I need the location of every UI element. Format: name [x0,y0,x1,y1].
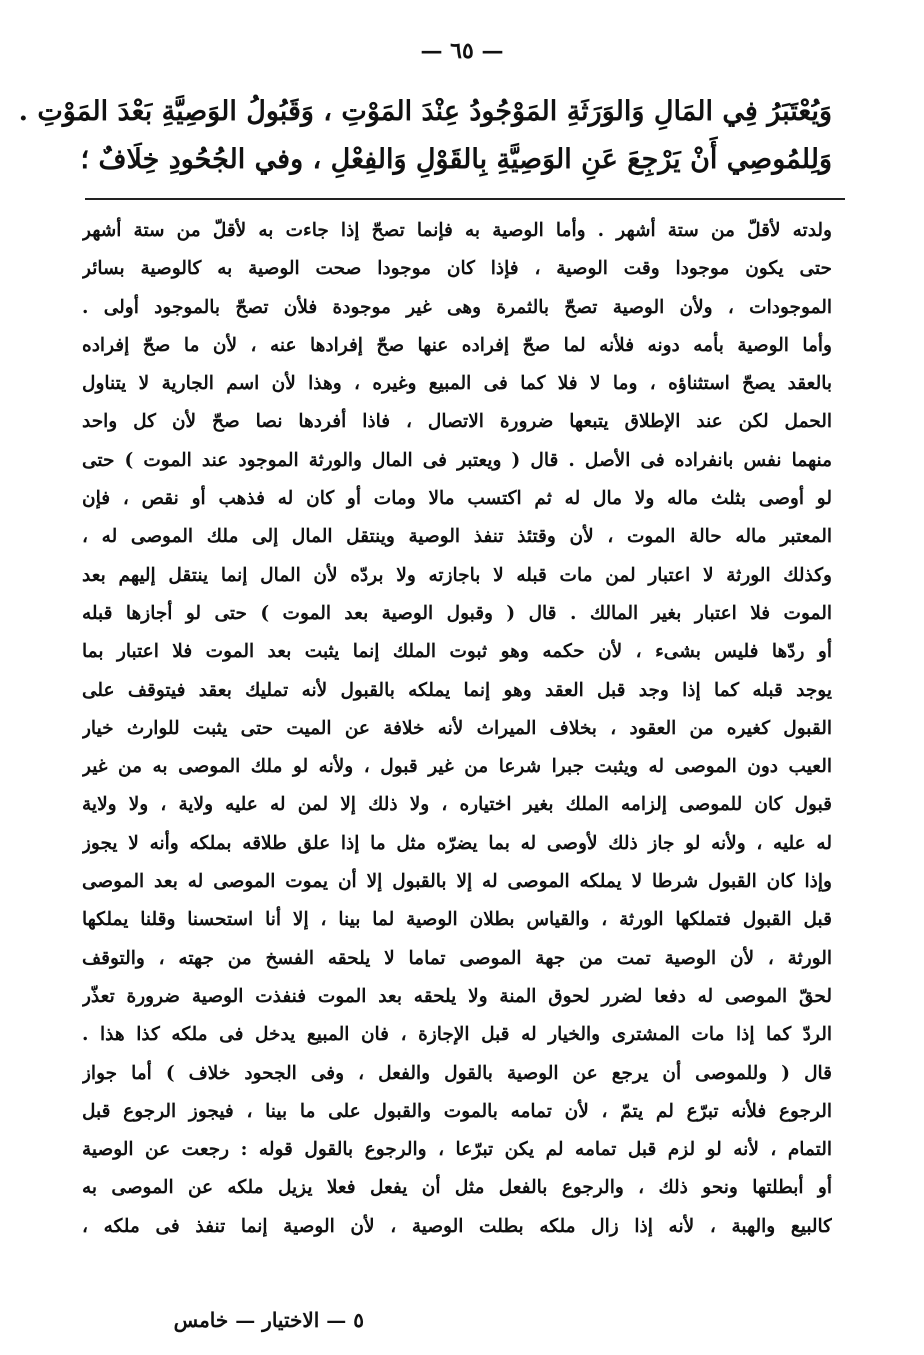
commentary-text-block [82,212,832,1246]
matn-text-block [18,88,832,184]
commentary-line: وإذا كان القبول شرطا لا يملكه الموصى له إلا بالقبول إلا أن يموت الموصى له بعد الموصى [82,871,832,893]
commentary-line: منهما نفس بانفراده فى الأصل . قال ( ويعتبر فى المال والورثة الموجود عند الموت ) حتى [82,449,832,471]
commentary-line: ولدته لأقلّ من ستة أشهر . وأما الوصية به فإنما تصحّ إذا جاءت به لأقلّ من ستة أشهر [82,220,832,241]
commentary-line: القبول كغيره من العقود ، بخلاف الميراث لأنه خلافة عن الميت حتى يثبت للوارث خيار [82,717,832,739]
commentary-line: الموت فلا اعتبار بغير المالك . قال ( وقبول الوصية بعد الموت ) حتى لو أجازها قبله [82,602,832,624]
commentary-line: قبل القبول فتملكها الورثة ، والقياس بطلان الوصية لما بينا ، إلا أنا استحسنا وقلنا يملكها [82,909,832,931]
commentary-line: لو أوصى بثلث ماله ولا مال له ثم اكتسب مالا ومات أو كان له فذهب أو نقص ، فإن [82,488,832,510]
commentary-line: المعتبر ماله حالة الموت ، لأن وقتئذ تنفذ الوصية وينتقل المال إلى ملك الموصى له ، [82,526,832,548]
commentary-line: قال ( وللموصى أن يرجع عن الوصية بالقول والفعل ، وفى الجحود خلاف ) أما جواز [82,1062,832,1084]
commentary-line: الورثة ، لأن الوصية تمت من جهة الموصى تماما لا يلحقه الفسخ من جهته ، والتوقف [82,947,832,969]
matn-line: وَلِلمُوصِي أَنْ يَرْجِعَ عَنِ الوَصِيَّةِ بِالقَوْلِ وَالفِعْلِ ، وفي الجُحُودِ خِلَافٌ ؛ [80,144,832,175]
commentary-line: أو ردّها فليس بشىء ، لأن حكمه وهو ثبوت الملك إنما يثبت بعد الموت فلا اعتبار بما [82,641,832,663]
commentary-line: التمام ، لأنه لو لزم قبل تمامه لم يكن تبرّعا ، والرجوع بالقول قوله : رجعت عن الوصية [82,1139,832,1161]
commentary-line: الموجودات ، ولأن الوصية تصحّ بالثمرة وهى غير موجودة فلأن تصحّ بالموجود أولى . [82,296,832,318]
matn-line: وَيُعْتَبَرُ فِي المَالِ وَالوَرَثَةِ المَوْجُودُ عِنْدَ المَوْتِ ، وَقَبُولُ الوَصِيَّةِ بَعْدَ المَوْتِ . [18,96,832,127]
commentary-line: أو أبطلتها ونحو ذلك ، والرجوع بالفعل مثل أن يفعل فعلا يزيل ملكه عن الموصى به [82,1177,832,1199]
commentary-line: حتى يكون موجودا وقت الوصية ، فإذا كان موجودا صحت الوصية به كالوصية بسائر [82,258,832,280]
page-number: — ٦٥ — [420,38,504,64]
commentary-line: وأما الوصية بأمه دونه فلأنه لما صحّ إفراده عنها صحّ إفرادها عنه ، لأن ما صحّ إفراده [82,334,832,356]
commentary-line: لحقّ الموصى له دفعا لضرر لحوق المنة ولا يلحقه بعد الموت فنفذت الوصية ضرورة تعذّر [82,985,832,1007]
commentary-line: الرجوع فلأنه تبرّع لم يتمّ ، لأن تمامه بالموت والقبول على ما بينا ، فيجوز الرجوع قبل [82,1100,832,1122]
commentary-line: العيب دون الموصى له ويثبت جبرا شرعا من غير قبول ، ولأنه لو ملك الموصى به من غير [82,756,832,778]
signature-footer: ٥ — الاختيار — خامس [173,1308,364,1332]
commentary-line: بالعقد يصحّ استثناؤه ، وما لا فلا كما فى المبيع وغيره ، وهذا لأن اسم الجارية لا يتناول [82,373,832,395]
commentary-line: الردّ كما إذا مات المشترى والخيار له قبل الإجازة ، فان المبيع يدخل فى ملكه كذا هذا . [82,1024,832,1046]
section-divider [85,198,845,200]
commentary-line: يوجد قبله كما إذا وجد قبل العقد وهو إنما يملكه بالقبول لأنه تمليك بعقد فيتوقف على [82,679,832,701]
commentary-line: كالبيع والهبة ، لأنه إذا زال ملكه بطلت الوصية ، لأن الوصية إنما تنفذ فى ملكه ، [82,1215,832,1237]
commentary-line: له عليه ، ولأنه لو جاز ذلك لأوصى له بما يضرّه مثل ما إذا علق طلاقه بملكه وأنه لا يجوز [82,832,832,854]
commentary-line: الحمل لكن عند الإطلاق يتبعها ضرورة الاتصال ، فاذا أفردها نصا صحّ لأن كل واحد [82,411,832,433]
commentary-line: وكذلك الورثة لا اعتبار لمن مات قبله لا باجازته ولا بردّه لأن المال إنما ينتقل إليهم بعد [82,564,832,586]
commentary-line: قبول كان للموصى إلزامه الملك بغير اختياره ، ولا ذلك إلا لمن له عليه ولاية ، ولا ولاية [82,794,832,816]
